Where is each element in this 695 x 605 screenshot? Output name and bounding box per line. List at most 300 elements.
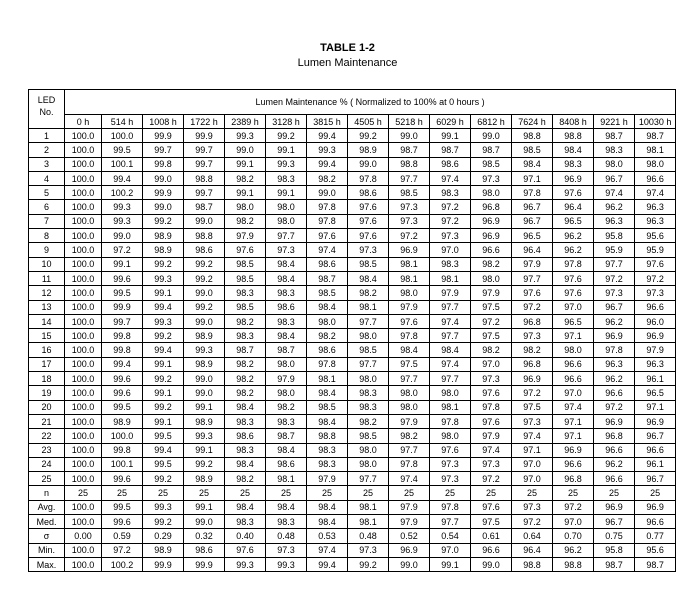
value-cell: 97.6 — [553, 286, 594, 300]
value-cell: 98.0 — [471, 271, 512, 285]
hour-header-cell: 5218 h — [389, 115, 430, 129]
value-cell: 97.0 — [553, 300, 594, 314]
value-cell: 96.2 — [594, 372, 635, 386]
value-cell: 97.3 — [430, 472, 471, 486]
value-cell: 99.3 — [102, 200, 143, 214]
value-cell: 97.7 — [389, 171, 430, 185]
value-cell: 25 — [471, 486, 512, 500]
row-label-cell: Med. — [29, 515, 65, 529]
value-cell: 99.3 — [143, 500, 184, 514]
value-cell: 97.6 — [553, 271, 594, 285]
value-cell: 99.2 — [143, 472, 184, 486]
value-cell: 96.7 — [594, 515, 635, 529]
value-cell: 96.4 — [553, 200, 594, 214]
value-cell: 97.8 — [307, 200, 348, 214]
value-cell: 98.5 — [348, 429, 389, 443]
value-cell: 97.6 — [225, 243, 266, 257]
value-cell: 97.2 — [471, 314, 512, 328]
value-cell: 100.0 — [65, 329, 102, 343]
value-cell: 98.4 — [307, 515, 348, 529]
value-cell: 97.6 — [512, 286, 553, 300]
hour-header-cell: 7624 h — [512, 115, 553, 129]
value-cell: 95.9 — [594, 243, 635, 257]
value-cell: 96.8 — [594, 429, 635, 443]
value-cell: 98.1 — [389, 257, 430, 271]
value-cell: 97.7 — [266, 229, 307, 243]
value-cell: 100.0 — [65, 343, 102, 357]
table-row — [29, 143, 676, 157]
value-cell: 98.7 — [266, 343, 307, 357]
value-cell: 100.0 — [65, 300, 102, 314]
value-cell: 98.3 — [430, 257, 471, 271]
value-cell: 99.3 — [225, 557, 266, 571]
value-cell: 99.1 — [430, 557, 471, 571]
value-cell: 98.4 — [307, 414, 348, 428]
row-label-cell: 17 — [29, 357, 65, 371]
value-cell: 98.1 — [389, 271, 430, 285]
value-cell: 100.0 — [65, 286, 102, 300]
row-label-cell: 22 — [29, 429, 65, 443]
value-cell: 98.4 — [225, 400, 266, 414]
value-cell: 97.8 — [594, 343, 635, 357]
value-cell: 99.9 — [143, 186, 184, 200]
value-cell: 98.1 — [635, 143, 676, 157]
value-cell: 97.3 — [512, 329, 553, 343]
value-cell: 25 — [184, 486, 225, 500]
value-cell: 98.0 — [348, 372, 389, 386]
table-row — [29, 529, 676, 543]
row-label-cell: 4 — [29, 171, 65, 185]
value-cell: 96.5 — [553, 314, 594, 328]
value-cell: 98.6 — [348, 186, 389, 200]
row-label-cell: n — [29, 486, 65, 500]
value-cell: 98.0 — [266, 214, 307, 228]
value-cell: 96.3 — [635, 214, 676, 228]
value-cell: 99.5 — [102, 143, 143, 157]
value-cell: 98.3 — [225, 414, 266, 428]
lumen-maintenance-table — [28, 89, 676, 572]
value-cell: 97.5 — [389, 357, 430, 371]
value-cell: 98.5 — [471, 157, 512, 171]
value-cell: 97.8 — [307, 214, 348, 228]
value-cell: 97.8 — [471, 400, 512, 414]
value-cell: 99.3 — [102, 214, 143, 228]
hour-header-cell: 8408 h — [553, 115, 594, 129]
value-cell: 96.9 — [594, 329, 635, 343]
value-cell: 97.2 — [594, 271, 635, 285]
value-cell: 97.6 — [348, 200, 389, 214]
value-cell: 99.2 — [184, 257, 225, 271]
value-cell: 97.1 — [553, 429, 594, 443]
value-cell: 97.4 — [471, 443, 512, 457]
value-cell: 97.4 — [553, 400, 594, 414]
value-cell: 97.3 — [348, 243, 389, 257]
value-cell: 97.9 — [225, 229, 266, 243]
value-cell: 97.4 — [389, 472, 430, 486]
value-cell: 96.6 — [471, 543, 512, 557]
value-cell: 97.7 — [348, 357, 389, 371]
value-cell: 99.6 — [102, 515, 143, 529]
value-cell: 98.0 — [635, 157, 676, 171]
value-cell: 98.1 — [348, 515, 389, 529]
value-cell: 99.7 — [184, 157, 225, 171]
value-cell: 99.7 — [143, 143, 184, 157]
table-row — [29, 343, 676, 357]
value-cell: 100.0 — [65, 472, 102, 486]
value-cell: 98.0 — [348, 329, 389, 343]
value-cell: 100.0 — [102, 429, 143, 443]
value-cell: 96.9 — [471, 229, 512, 243]
value-cell: 99.8 — [102, 329, 143, 343]
value-cell: 96.3 — [635, 200, 676, 214]
value-cell: 98.2 — [307, 329, 348, 343]
row-label-cell: 14 — [29, 314, 65, 328]
row-label-cell: Min. — [29, 543, 65, 557]
value-cell: 96.8 — [471, 200, 512, 214]
value-cell: 98.4 — [307, 386, 348, 400]
value-cell: 98.0 — [266, 200, 307, 214]
value-cell: 100.0 — [65, 186, 102, 200]
value-cell: 98.9 — [143, 229, 184, 243]
value-cell: 99.5 — [143, 429, 184, 443]
value-cell: 98.9 — [184, 329, 225, 343]
table-row — [29, 329, 676, 343]
value-cell: 98.3 — [225, 443, 266, 457]
value-cell: 25 — [143, 486, 184, 500]
value-cell: 98.6 — [430, 157, 471, 171]
hours-header-row — [29, 115, 676, 129]
value-cell: 97.6 — [471, 414, 512, 428]
value-cell: 99.6 — [102, 271, 143, 285]
value-cell: 98.2 — [225, 314, 266, 328]
table-row — [29, 400, 676, 414]
value-cell: 95.6 — [635, 229, 676, 243]
value-cell: 99.3 — [307, 143, 348, 157]
value-cell: 95.6 — [635, 543, 676, 557]
value-cell: 97.5 — [512, 400, 553, 414]
value-cell: 98.7 — [225, 343, 266, 357]
value-cell: 97.4 — [430, 357, 471, 371]
value-cell: 98.4 — [266, 329, 307, 343]
value-cell: 99.1 — [225, 186, 266, 200]
value-cell: 99.9 — [184, 129, 225, 143]
value-cell: 97.7 — [512, 271, 553, 285]
value-cell: 97.4 — [307, 543, 348, 557]
hour-header-cell: 9221 h — [594, 115, 635, 129]
value-cell: 100.0 — [102, 129, 143, 143]
value-cell: 98.3 — [348, 400, 389, 414]
value-cell: 99.6 — [102, 472, 143, 486]
value-cell: 99.0 — [389, 129, 430, 143]
table-row — [29, 372, 676, 386]
value-cell: 96.9 — [594, 414, 635, 428]
value-cell: 97.3 — [512, 414, 553, 428]
table-row — [29, 443, 676, 457]
value-cell: 96.9 — [594, 500, 635, 514]
value-cell: 98.4 — [266, 271, 307, 285]
value-cell: 98.2 — [225, 357, 266, 371]
value-cell: 98.0 — [553, 343, 594, 357]
hour-header-cell: 514 h — [102, 115, 143, 129]
value-cell: 96.6 — [635, 443, 676, 457]
value-cell: 96.3 — [594, 357, 635, 371]
value-cell: 97.8 — [430, 500, 471, 514]
value-cell: 98.8 — [553, 129, 594, 143]
value-cell: 25 — [225, 486, 266, 500]
value-cell: 96.9 — [635, 329, 676, 343]
value-cell: 98.4 — [307, 500, 348, 514]
value-cell: 97.4 — [635, 186, 676, 200]
value-cell: 98.5 — [225, 300, 266, 314]
row-label-cell: Max. — [29, 557, 65, 571]
value-cell: 99.4 — [307, 557, 348, 571]
value-cell: 99.1 — [266, 143, 307, 157]
value-cell: 0.00 — [65, 529, 102, 543]
value-cell: 99.0 — [348, 157, 389, 171]
value-cell: 99.2 — [348, 129, 389, 143]
value-cell: 97.9 — [635, 343, 676, 357]
value-cell: 96.1 — [635, 457, 676, 471]
value-cell: 99.1 — [184, 500, 225, 514]
value-cell: 98.4 — [553, 143, 594, 157]
table-body — [29, 129, 676, 572]
value-cell: 99.1 — [225, 157, 266, 171]
value-cell: 98.6 — [307, 343, 348, 357]
value-cell: 100.0 — [65, 143, 102, 157]
hour-header-cell: 0 h — [65, 115, 102, 129]
value-cell: 98.1 — [430, 271, 471, 285]
value-cell: 100.0 — [65, 271, 102, 285]
value-cell: 97.3 — [594, 286, 635, 300]
value-cell: 98.4 — [266, 500, 307, 514]
value-cell: 96.2 — [594, 200, 635, 214]
value-cell: 100.0 — [65, 314, 102, 328]
value-cell: 97.6 — [348, 229, 389, 243]
value-cell: 99.8 — [102, 443, 143, 457]
value-cell: 100.0 — [65, 157, 102, 171]
value-cell: 98.2 — [307, 171, 348, 185]
value-cell: 96.5 — [553, 214, 594, 228]
value-cell: 97.7 — [348, 472, 389, 486]
value-cell: 97.8 — [553, 257, 594, 271]
table-row — [29, 314, 676, 328]
row-label-cell: 12 — [29, 286, 65, 300]
table-row — [29, 386, 676, 400]
value-cell: 99.1 — [143, 386, 184, 400]
value-cell: 98.3 — [266, 286, 307, 300]
value-cell: 97.7 — [430, 372, 471, 386]
value-cell: 0.29 — [143, 529, 184, 543]
value-cell: 99.0 — [184, 386, 225, 400]
value-cell: 98.2 — [348, 414, 389, 428]
value-cell: 96.0 — [635, 314, 676, 328]
value-cell: 97.1 — [553, 329, 594, 343]
row-label-cell: 15 — [29, 329, 65, 343]
lumen-maintenance-group-header: Lumen Maintenance % ( Normalized to 100% at 0 hours ) — [65, 90, 676, 115]
value-cell: 98.8 — [184, 171, 225, 185]
value-cell: 99.1 — [143, 286, 184, 300]
value-cell: 98.5 — [307, 286, 348, 300]
value-cell: 97.8 — [430, 414, 471, 428]
value-cell: 100.0 — [65, 457, 102, 471]
value-cell: 97.4 — [307, 243, 348, 257]
value-cell: 96.5 — [512, 229, 553, 243]
table-subtitle: Lumen Maintenance — [297, 57, 398, 69]
value-cell: 25 — [553, 486, 594, 500]
value-cell: 98.0 — [594, 157, 635, 171]
value-cell: 100.0 — [65, 229, 102, 243]
value-cell: 97.5 — [471, 300, 512, 314]
row-label-cell: 19 — [29, 386, 65, 400]
row-label-cell: σ — [29, 529, 65, 543]
value-cell: 97.6 — [430, 443, 471, 457]
value-cell: 0.59 — [102, 529, 143, 543]
value-cell: 98.3 — [307, 457, 348, 471]
value-cell: 25 — [635, 486, 676, 500]
value-cell: 98.7 — [594, 557, 635, 571]
value-cell: 97.6 — [225, 543, 266, 557]
value-cell: 0.48 — [348, 529, 389, 543]
row-label-cell: 2 — [29, 143, 65, 157]
led-header-line1: LED — [37, 95, 56, 105]
value-cell: 98.2 — [225, 214, 266, 228]
value-cell: 100.0 — [65, 243, 102, 257]
value-cell: 98.7 — [471, 143, 512, 157]
value-cell: 25 — [512, 486, 553, 500]
value-cell: 97.1 — [635, 400, 676, 414]
value-cell: 98.5 — [348, 257, 389, 271]
value-cell: 97.7 — [389, 372, 430, 386]
value-cell: 97.2 — [512, 300, 553, 314]
value-cell: 98.2 — [512, 343, 553, 357]
value-cell: 98.3 — [594, 143, 635, 157]
value-cell: 98.4 — [389, 343, 430, 357]
value-cell: 97.9 — [471, 429, 512, 443]
value-cell: 96.7 — [594, 300, 635, 314]
value-cell: 97.4 — [430, 171, 471, 185]
value-cell: 99.0 — [307, 186, 348, 200]
value-cell: 96.6 — [594, 386, 635, 400]
table-row — [29, 557, 676, 571]
value-cell: 96.7 — [635, 429, 676, 443]
value-cell: 98.4 — [266, 257, 307, 271]
value-cell: 99.4 — [143, 443, 184, 457]
hour-header-cell: 10030 h — [635, 115, 676, 129]
value-cell: 98.3 — [430, 186, 471, 200]
value-cell: 95.8 — [594, 229, 635, 243]
value-cell: 98.9 — [348, 143, 389, 157]
value-cell: 99.6 — [102, 386, 143, 400]
value-cell: 97.2 — [430, 214, 471, 228]
table-row — [29, 429, 676, 443]
value-cell: 96.6 — [471, 243, 512, 257]
value-cell: 98.6 — [184, 543, 225, 557]
value-cell: 98.0 — [348, 457, 389, 471]
value-cell: 99.2 — [143, 214, 184, 228]
value-cell: 98.2 — [225, 386, 266, 400]
value-cell: 97.2 — [512, 386, 553, 400]
value-cell: 96.7 — [512, 200, 553, 214]
value-cell: 99.0 — [471, 557, 512, 571]
value-cell: 99.0 — [184, 372, 225, 386]
value-cell: 0.54 — [430, 529, 471, 543]
row-label-cell: 21 — [29, 414, 65, 428]
value-cell: 98.2 — [471, 343, 512, 357]
value-cell: 97.6 — [471, 500, 512, 514]
value-cell: 99.0 — [143, 200, 184, 214]
row-label-cell: 18 — [29, 372, 65, 386]
value-cell: 96.2 — [553, 243, 594, 257]
value-cell: 99.0 — [184, 286, 225, 300]
value-cell: 98.0 — [430, 386, 471, 400]
value-cell: 97.3 — [266, 543, 307, 557]
value-cell: 98.9 — [184, 472, 225, 486]
value-cell: 96.6 — [594, 472, 635, 486]
value-cell: 99.2 — [143, 400, 184, 414]
value-cell: 97.2 — [553, 500, 594, 514]
value-cell: 97.7 — [430, 329, 471, 343]
row-label-cell: Avg. — [29, 500, 65, 514]
value-cell: 97.2 — [389, 229, 430, 243]
value-cell: 97.9 — [430, 286, 471, 300]
value-cell: 99.0 — [143, 171, 184, 185]
value-cell: 99.3 — [143, 314, 184, 328]
row-label-cell: 1 — [29, 129, 65, 143]
value-cell: 25 — [389, 486, 430, 500]
value-cell: 97.3 — [430, 229, 471, 243]
value-cell: 98.0 — [389, 286, 430, 300]
value-cell: 97.7 — [430, 300, 471, 314]
value-cell: 25 — [102, 486, 143, 500]
value-cell: 25 — [430, 486, 471, 500]
value-cell: 97.2 — [512, 515, 553, 529]
value-cell: 99.9 — [184, 557, 225, 571]
value-cell: 99.3 — [225, 129, 266, 143]
value-cell: 99.6 — [102, 372, 143, 386]
value-cell: 98.8 — [389, 157, 430, 171]
value-cell: 97.3 — [389, 214, 430, 228]
value-cell: 25 — [307, 486, 348, 500]
value-cell: 100.0 — [65, 543, 102, 557]
value-cell: 99.0 — [184, 214, 225, 228]
value-cell: 97.0 — [553, 386, 594, 400]
value-cell: 99.2 — [266, 129, 307, 143]
value-cell: 100.0 — [65, 386, 102, 400]
value-cell: 98.4 — [348, 271, 389, 285]
value-cell: 96.9 — [635, 414, 676, 428]
value-cell: 96.7 — [512, 214, 553, 228]
value-cell: 98.0 — [266, 386, 307, 400]
value-cell: 97.6 — [553, 186, 594, 200]
value-cell: 99.2 — [184, 457, 225, 471]
value-cell: 98.3 — [225, 286, 266, 300]
value-cell: 99.2 — [184, 300, 225, 314]
value-cell: 100.0 — [65, 500, 102, 514]
value-cell: 99.9 — [102, 300, 143, 314]
value-cell: 97.3 — [389, 200, 430, 214]
value-cell: 98.7 — [389, 143, 430, 157]
table-row — [29, 515, 676, 529]
value-cell: 97.2 — [471, 472, 512, 486]
value-cell: 98.2 — [389, 429, 430, 443]
value-cell: 96.2 — [594, 457, 635, 471]
value-cell: 99.0 — [389, 557, 430, 571]
value-cell: 99.3 — [266, 557, 307, 571]
value-cell: 97.4 — [512, 429, 553, 443]
value-cell: 99.9 — [143, 129, 184, 143]
value-cell: 0.48 — [266, 529, 307, 543]
value-cell: 99.2 — [143, 329, 184, 343]
